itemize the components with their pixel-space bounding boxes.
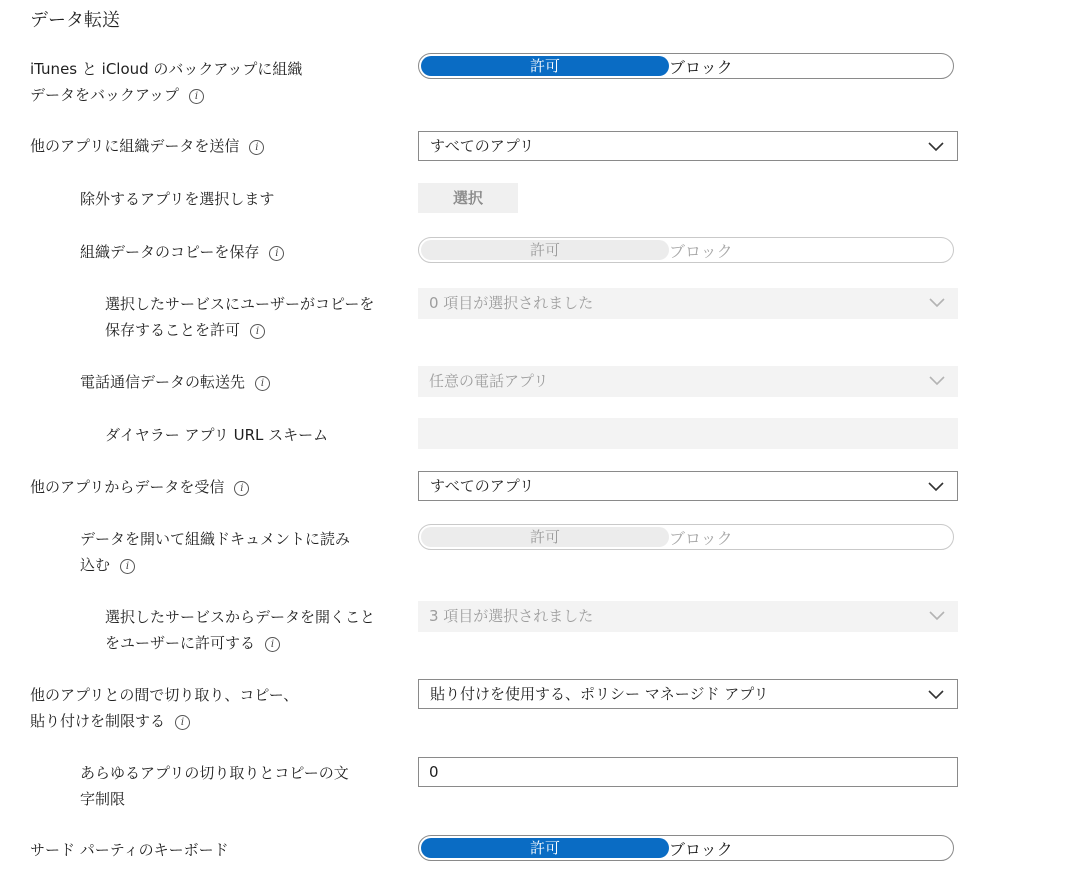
info-icon[interactable]: i [189,89,204,104]
chevron-down-icon [928,609,946,621]
open-into-docs-toggle[interactable] [418,524,954,550]
allow-open-services-line2: をユーザーに許可する [105,634,256,652]
chevron-down-icon [927,140,945,152]
section-title: データ転送 [30,10,120,31]
telecom-value: 任意の電話アプリ [429,372,549,390]
allow-save-services-line2: 保存することを許可 [105,321,241,339]
send-to-apps-select[interactable] [418,131,958,161]
save-services-value: 0 項目が選択されました [429,294,594,312]
dialer-url-label: ダイヤラー アプリ URL スキーム [105,426,329,444]
save-copies-allow-option[interactable]: 許可 [421,240,669,260]
keyboards-toggle[interactable] [418,835,954,861]
receive-apps-value: すべてのアプリ [430,477,535,495]
telecom-label-text: 電話通信データの転送先 [80,373,246,391]
info-icon[interactable]: i [249,140,264,155]
receive-apps-label [30,474,249,500]
open-into-docs-line1: データを開いて組織ドキュメントに読み [80,530,351,548]
chevron-down-icon [928,296,946,308]
telecom-label [80,369,270,395]
char-limit-label [80,760,349,812]
backup-toggle[interactable] [418,53,954,79]
save-copies-label-text: 組織データのコピーを保存 [80,243,260,261]
chevron-down-icon [928,374,946,386]
info-icon[interactable]: i [269,246,284,261]
open-into-docs-allow-option[interactable]: 許可 [421,527,669,547]
open-services-select[interactable] [418,601,958,632]
allow-save-services-line1: 選択したサービスにユーザーがコピーを [105,295,375,313]
char-limit-input[interactable]: 0 [418,757,958,787]
info-icon[interactable]: i [265,637,280,652]
info-icon[interactable]: i [175,715,190,730]
info-icon[interactable]: i [120,559,135,574]
receive-apps-select[interactable] [418,471,958,501]
open-services-value: 3 項目が選択されました [429,607,594,625]
allow-open-services-line1: 選択したサービスからデータを開くこと [105,608,376,626]
info-icon[interactable]: i [255,376,270,391]
send-to-apps-value: すべてのアプリ [430,137,535,155]
allow-open-services-label [105,604,375,656]
save-copies-block-option[interactable]: ブロック [669,241,733,261]
keyboards-label: サード パーティのキーボード [30,841,229,859]
select-apps-button[interactable]: 選択 [418,183,518,213]
save-services-select[interactable] [418,288,958,319]
restrict-ccp-value: 貼り付けを使用する、ポリシー マネージド アプリ [430,685,769,703]
info-icon[interactable]: i [250,324,265,339]
restrict-ccp-select[interactable] [418,679,958,709]
backup-label [30,56,302,108]
backup-label-line1: iTunes と iCloud のバックアップに組織 [30,60,303,78]
open-into-docs-line2: 込む [80,556,111,574]
send-to-apps-label-text: 他のアプリに組織データを送信 [30,137,240,155]
exempt-apps-label: 除外するアプリを選択します [80,190,275,208]
char-limit-line2: 字制限 [80,790,126,808]
backup-block-option[interactable]: ブロック [669,57,733,77]
backup-allow-option[interactable]: 許可 [421,56,669,76]
char-limit-line1: あらゆるアプリの切り取りとコピーの文 [80,764,349,782]
open-into-docs-label [80,526,350,578]
info-icon[interactable]: i [234,481,249,496]
allow-save-services-label [105,291,374,343]
telecom-select[interactable] [418,366,958,397]
receive-apps-label-text: 他のアプリからデータを受信 [30,478,225,496]
restrict-ccp-line2: 貼り付けを制限する [30,712,166,730]
keyboards-block-option[interactable]: ブロック [669,839,733,859]
open-into-docs-block-option[interactable]: ブロック [669,528,733,548]
save-copies-label [80,239,284,265]
backup-label-line2: データをバックアップ [30,86,179,104]
save-copies-toggle[interactable] [418,237,954,263]
dialer-url-input[interactable] [418,418,958,449]
keyboards-allow-option[interactable]: 許可 [421,838,669,858]
restrict-ccp-label [30,682,298,734]
chevron-down-icon [927,480,945,492]
send-to-apps-label [30,133,264,159]
restrict-ccp-line1: 他のアプリとの間で切り取り、コピー、 [30,686,299,704]
chevron-down-icon [927,688,945,700]
